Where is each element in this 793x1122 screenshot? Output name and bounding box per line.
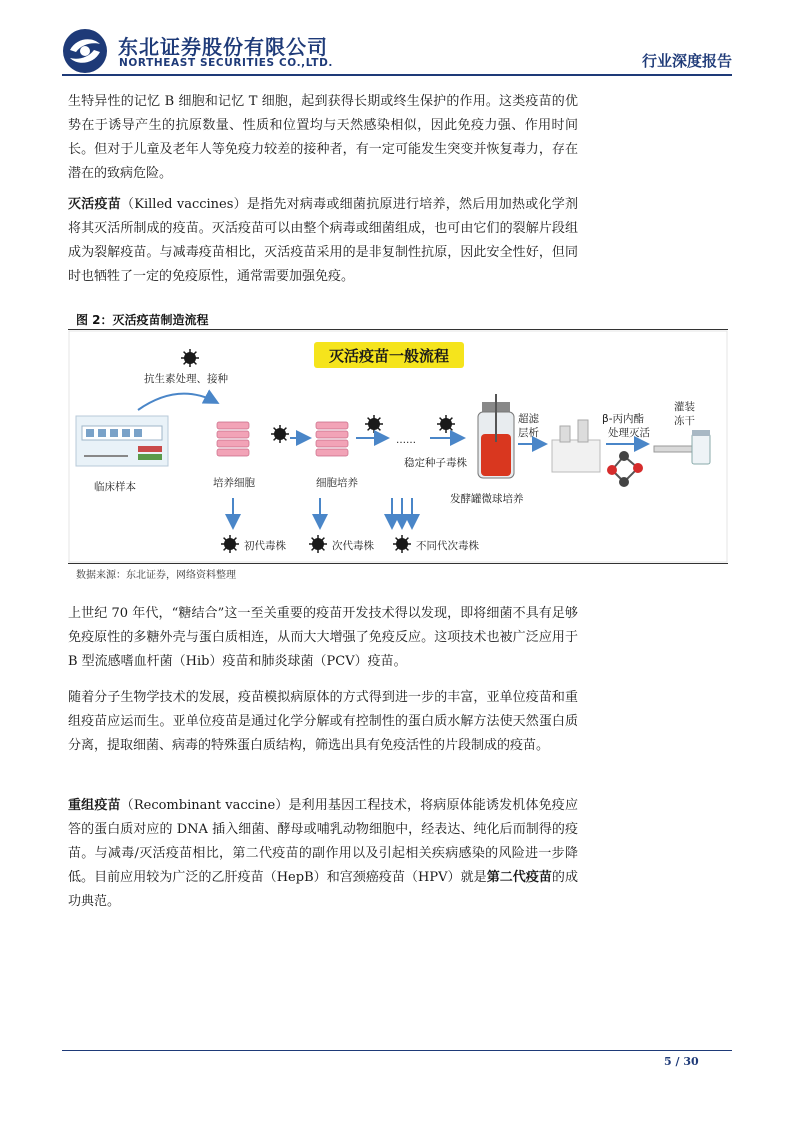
label-clinical-sample: 临床样本 xyxy=(94,481,136,493)
figure-title: 灭活疫苗一般流程 xyxy=(328,347,450,365)
virus-icon xyxy=(309,535,327,553)
inactivated-vaccine-process-figure xyxy=(68,330,728,563)
company-name-en: NORTHEAST SECURITIES CO.,LTD. xyxy=(119,57,333,69)
paragraph-live-vaccine-cont xyxy=(68,90,578,186)
paragraph-killed-vaccine xyxy=(68,193,578,289)
label-ultrafiltration-2: 层析 xyxy=(518,427,539,439)
paragraph-subunit-vaccine xyxy=(68,686,578,758)
header-divider xyxy=(62,74,732,76)
virus-icon xyxy=(365,415,383,433)
figure-source: 数据来源：东北证券，网络资料整理 xyxy=(76,570,236,581)
clinical-sample-image xyxy=(76,416,168,466)
label-ultrafiltration-1: 超滤 xyxy=(518,413,539,425)
label-diff-gen: 不同代次毒株 xyxy=(416,540,479,552)
paragraph-glycoconjugate xyxy=(68,602,578,674)
fermenter-image xyxy=(478,394,514,478)
virus-icon xyxy=(181,349,199,367)
paragraph-text: 的成功典范。 xyxy=(68,870,578,909)
label-stable-seed: 稳定种子毒株 xyxy=(404,457,467,469)
paragraph-text: 随着分子生物学技术的发展，疫苗模拟病原体的方式得到进一步的丰富，亚单位疫苗和重组疫苗应运而生。亚单位疫苗是通过化学分解或有控制性的蛋白质水解方法使天然蛋白质分离，提取细菌、病毒的特殊蛋白质结构，筛选出具有免疫活性的片段制成的疫苗。 xyxy=(68,690,578,753)
label-cell-culture: 细胞培养 xyxy=(316,477,358,489)
label-antibiotic: 抗生素处理、接种 xyxy=(144,373,228,385)
figure-bottom-rule xyxy=(68,563,728,564)
label-fermenter: 发酵罐微球培养 xyxy=(450,493,524,505)
paragraph-text: （Killed vaccines）是指先对病毒或细菌抗原进行培养，然后用加热或化学剂将其灭活所制成的疫苗。灭活疫苗可以由整个病毒或细菌组成，也可由它们的裂解片段组成为裂解疫苗。与减毒疫苗相比，灭活疫苗采用的是非复制性抗原，因此安全性好，但同时也牺牲了一定的免疫原性，通常需要加强免疫。 xyxy=(68,197,578,284)
page-header xyxy=(62,26,732,76)
label-bpl-2: 处理灭活 xyxy=(608,427,650,439)
virus-icon xyxy=(221,535,239,553)
virus-icon xyxy=(437,415,455,433)
term-killed-vaccine: 灭活疫苗 xyxy=(68,197,122,212)
virus-icon xyxy=(393,535,411,553)
page-number: 5 / 30 xyxy=(664,1055,699,1068)
company-name-cn: 东北证券股份有限公司 xyxy=(118,35,328,59)
label-first-gen: 初代毒株 xyxy=(244,540,286,552)
term-recombinant-vaccine: 重组疫苗 xyxy=(68,798,121,813)
term-second-gen-vaccine: 第二代疫苗 xyxy=(486,870,552,885)
paragraph-text: 生特异性的记忆 B 细胞和记忆 T 细胞，起到获得长期或终生保护的作用。这类疫苗的优势在于诱导产生的抗原数量、性质和位置均与天然感染相似，因此免疫力强、作用时间长。但对于儿童及老年人等免疫力较差的接种者，有一定可能发生突变并恢复毒力，存在潜在的致病危险。 xyxy=(68,94,578,181)
figure-caption: 图 2：灭活疫苗制造流程 xyxy=(76,313,209,327)
company-logo xyxy=(62,28,108,74)
paragraph-text: （Recombinant vaccine）是利用基因工程技术，将病原体能诱发机体免疫应答的蛋白质对应的 DNA 插入细菌、酵母或哺乳动物细胞中，经表达、纯化后而制得的疫苗。与减毒/灭活疫苗相比，第二代疫苗的副作用以及引起相关疾病感染的风险进一步降低。目前应用较为广泛的乙肝疫苗（HepB）和宫颈癌疫苗（HPV）就是 xyxy=(68,798,578,885)
label-second-gen: 次代毒株 xyxy=(332,540,374,552)
label-filling-1: 灌装 xyxy=(674,401,695,413)
figure-title-box xyxy=(314,342,464,368)
paragraph-text: 上世纪 70 年代，“糖结合”这一至关重要的疫苗开发技术得以发现，即将细菌不具有足够免疫原性的多糖外壳与蛋白质相连，从而大大增强了免疫反应。这项技术也被广泛应用于 B 型流感嗜血杆菌（Hib）疫苗和肺炎球菌（PCV）疫苗。 xyxy=(68,606,578,669)
label-dots: …… xyxy=(396,435,416,446)
label-filling-2: 冻干 xyxy=(674,415,695,427)
report-type: 行业深度报告 xyxy=(641,52,732,70)
footer-divider xyxy=(62,1050,732,1051)
paragraph-recombinant-vaccine xyxy=(68,794,578,914)
label-culture-cells: 培养细胞 xyxy=(213,477,255,489)
label-bpl-1: β-丙内酯 xyxy=(602,413,644,425)
virus-icon xyxy=(271,425,289,443)
